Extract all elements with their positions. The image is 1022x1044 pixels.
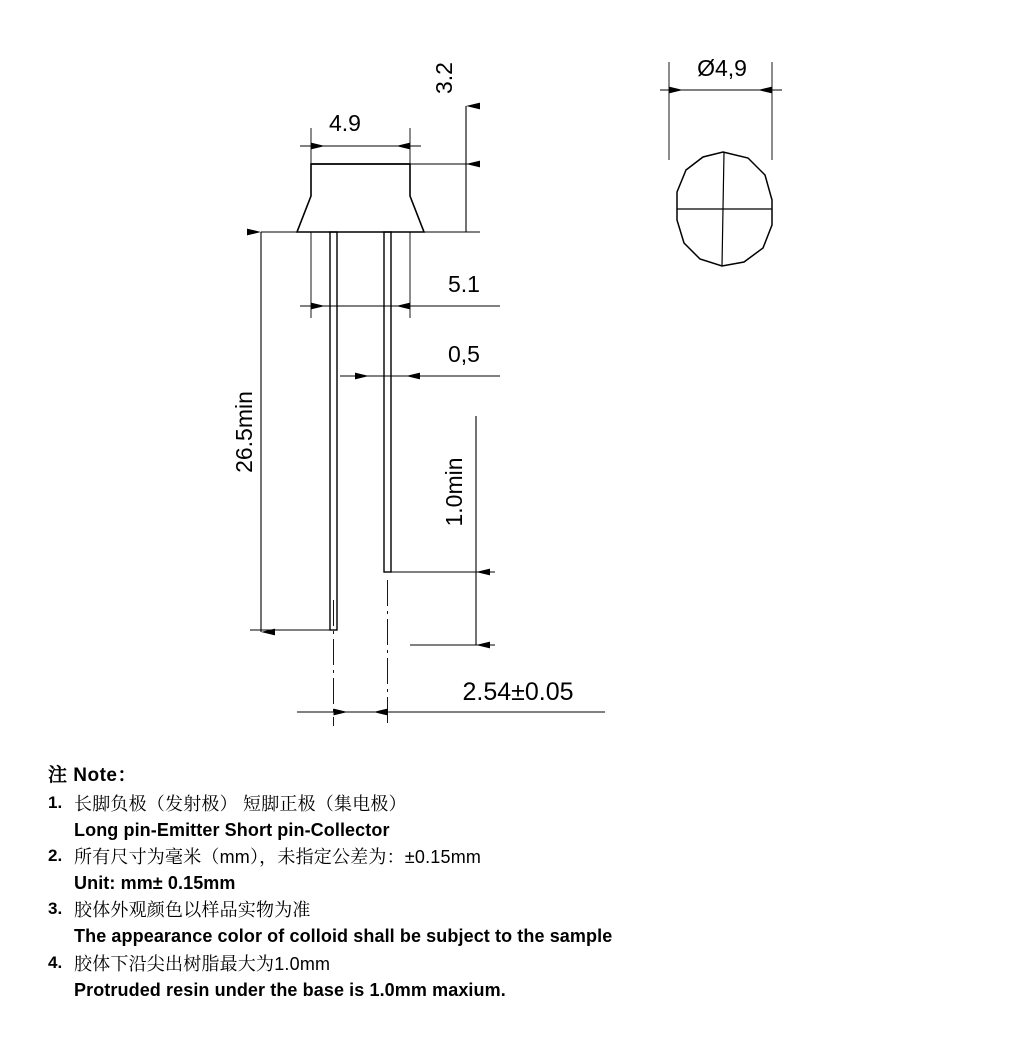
notes-title: 注 Note： [48,765,138,786]
dim-lead-width-label: 0,5 [448,341,480,367]
dimension-resin-protrusion [391,416,495,645]
note-item [48,844,988,896]
dim-lead-length-label: 26.5min [231,391,257,473]
dimension-lead-width [340,300,500,388]
note-text-en: Protruded resin under the base is 1.0mm maxium. [74,979,506,1000]
note-item [48,951,988,1003]
note-text-cn: 所有尺寸为毫米（mm），未指定公差为：±0.15mm [74,847,482,868]
note-number: 3. [48,899,63,919]
note-item [48,791,988,843]
dim-top-diameter-label: Ø4,9 [697,55,747,81]
dim-5-1-label: 5.1 [448,271,480,297]
dimension-lead-length [231,232,330,632]
dim-body-height-label: 3.2 [431,62,457,94]
lead-center-lines [334,580,388,726]
note-text-en: Long pin-Emitter Short pin-Collector [74,820,390,841]
dimension-top-diameter [660,55,782,160]
dim-pin-spacing-label: 2.54±0.05 [462,678,574,706]
note-number: 4. [48,952,63,972]
note-text-cn: 胶体外观颜色以样品实物为准 [74,900,311,921]
note-text-cn: 胶体下沿尖出树脂最大为1.0mm [74,953,331,974]
led-body-front-view [297,164,424,232]
dim-resin-protrusion-label: 1.0min [441,457,467,527]
dim-body-width-label: 4.9 [329,110,361,136]
notes-section [48,760,988,1004]
note-text-en: The appearance color of colloid shall be subject to the sample [74,926,613,947]
led-top-view [677,152,772,266]
note-text-cn: 长脚负极（发射极） 短脚正极（集电极） [74,794,407,814]
note-text-en: Unit: mm± 0.15mm [74,873,236,894]
dimension-pin-spacing [297,678,605,712]
dimension-body-width [300,110,421,168]
note-number: 2. [48,846,63,866]
dimension-body-height [410,62,480,232]
note-item [48,897,988,949]
note-number: 1. [48,793,63,812]
led-leads [330,232,391,630]
